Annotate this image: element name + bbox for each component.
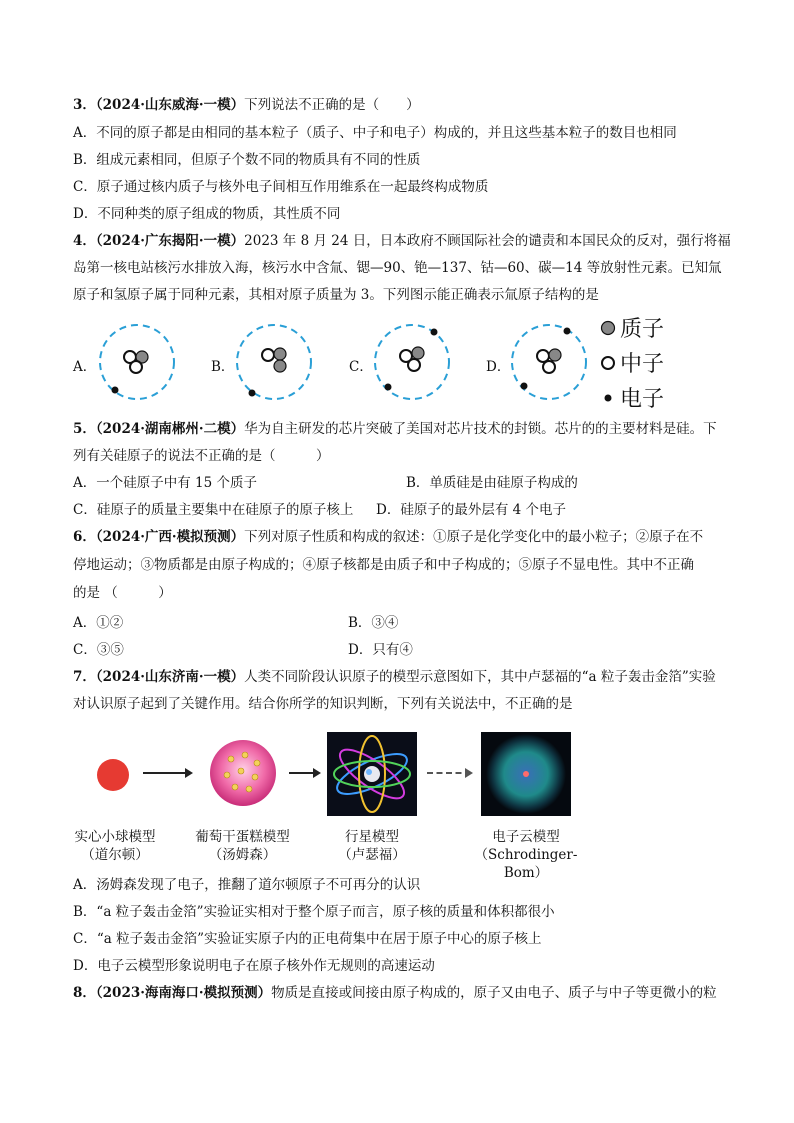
q3-option-b: B．组成元素相同，但原子个数不同的物质具有不同的性质 xyxy=(73,152,421,168)
electron-orbit xyxy=(237,325,311,399)
q4-option-a-label: A． xyxy=(73,359,97,375)
q4-option-c-label: C． xyxy=(349,359,373,375)
electron-symbol xyxy=(600,390,616,406)
q6-option-d: D．只有④ xyxy=(348,642,413,658)
legend-electron xyxy=(600,382,664,413)
electron-cloud-model-image xyxy=(481,732,571,816)
model-name: 实心小球模型 xyxy=(74,829,156,845)
planetary-model-image xyxy=(327,732,417,816)
model-name: 电子云模型 xyxy=(492,829,560,845)
q5-option-d: D．硅原子的最外层有 4 个电子 xyxy=(376,502,566,518)
q5-stem-line1 xyxy=(73,420,717,438)
model-person: （道尔顿） xyxy=(81,847,149,863)
q5-option-b: B．单质硅是由硅原子构成的 xyxy=(406,475,578,491)
q7-option-c: C．“a 粒子轰击金箔”实验证实原子内的正电荷集中在居于原子中心的原子核上 xyxy=(73,931,542,947)
model-name: 行星模型 xyxy=(345,829,399,845)
electron xyxy=(385,384,392,391)
model-name: 葡萄干蛋糕模型 xyxy=(195,829,290,845)
q5-option-c: C．硅原子的质量主要集中在硅原子的原子核上 xyxy=(73,502,354,518)
question-text: 华为自主研发的芯片突破了美国对芯片技术的封锁。芯片的的主要材料是硅。下 xyxy=(244,421,717,437)
electron xyxy=(112,387,119,394)
legend-proton-label: 质子 xyxy=(620,317,665,342)
arrow-icon xyxy=(427,772,471,774)
question-text: 人类不同阶段认识原子的模型示意图如下，其中卢瑟福的“a 粒子轰击金箔”实验 xyxy=(244,669,716,685)
arrow-icon xyxy=(289,772,319,774)
plum-pudding-model-image xyxy=(207,733,279,813)
proton-symbol xyxy=(600,320,616,336)
q6-stem-line1 xyxy=(73,528,703,546)
q6-stem-line2: 停地运动；③物质都是由原子构成的；④原子核都是由质子和中子构成的；⑤原子不显电性。其中不正确 xyxy=(73,557,694,573)
arrow-icon xyxy=(143,772,191,774)
model-person: （汤姆森） xyxy=(208,847,277,863)
question-source: （2024·广西·模拟预测） xyxy=(95,529,245,545)
q4-option-a-atom xyxy=(95,320,179,404)
q4-option-d-label: D． xyxy=(486,359,511,375)
proton xyxy=(274,348,286,360)
electron xyxy=(249,390,256,397)
q3-option-c: C．原子通过核内质子与核外电子间相互作用维系在一起最终构成物质 xyxy=(73,179,489,195)
q6-option-a: A．①② xyxy=(73,615,124,631)
model-caption-schrodinger xyxy=(456,828,596,882)
legend-neutron xyxy=(600,347,664,378)
q8-stem-line1 xyxy=(73,984,717,1002)
atom-legend xyxy=(600,312,720,412)
question-number: 3． xyxy=(73,97,96,113)
proton xyxy=(412,347,424,359)
question-text: 下列说法不正确的是（ ） xyxy=(244,97,420,113)
q6-stem-line3: 的是 （ ） xyxy=(73,585,172,601)
question-source: （2024·山东济南·一模） xyxy=(95,669,245,685)
question-source: （2024·广东揭阳·一模） xyxy=(95,233,245,249)
q7-option-a: A．汤姆森发现了电子，推翻了道尔顿原子不可再分的认识 xyxy=(73,877,421,893)
question-source: （2024·山东威海·一模） xyxy=(95,97,245,113)
question-source: （2023·海南海口·模拟预测） xyxy=(95,985,272,1001)
q4-stem-line3: 原子和氢原子属于同种元素，其相对原子质量为 3。下列图示能正确表示氚原子结构的是 xyxy=(73,287,599,303)
legend-neutron-label: 中子 xyxy=(620,352,665,377)
q3-option-a: A．不同的原子都是由相同的基本粒子（质子、中子和电子）构成的，并且这些基本粒子的数目也相同 xyxy=(73,125,677,141)
electron xyxy=(564,328,571,335)
model-caption-dalton xyxy=(70,828,160,864)
q3-stem xyxy=(73,96,420,114)
model-person: （卢瑟福） xyxy=(338,847,406,863)
legend-proton xyxy=(600,312,664,343)
q4-option-b-atom xyxy=(232,320,316,404)
proton xyxy=(274,360,286,372)
neutron xyxy=(262,349,274,361)
neutron xyxy=(408,359,420,371)
q7-stem-line2: 对认识原子起到了关键作用。结合你所学的知识判断，下列有关说法中，不正确的是 xyxy=(73,696,573,712)
electron xyxy=(521,383,528,390)
q4-option-c-atom xyxy=(370,320,454,404)
q4-option-d-atom xyxy=(507,320,591,404)
q6-option-c: C．③⑤ xyxy=(73,642,124,658)
q3-option-d: D．不同种类的原子组成的物质，其性质不同 xyxy=(73,206,341,222)
q5-stem-line2: 列有关硅原子的说法不正确的是（ ） xyxy=(73,448,330,464)
q5-option-a: A．一个硅原子中有 15 个质子 xyxy=(73,475,258,491)
electron xyxy=(431,329,438,336)
q7-option-d: D．电子云模型形象说明电子在原子核外作无规则的高速运动 xyxy=(73,958,435,974)
model-caption-thomson xyxy=(185,828,300,864)
q7-option-b: B．“a 粒子轰击金箔”实验证实相对于整个原子而言，原子核的质量和体积都很小 xyxy=(73,904,555,920)
legend-electron-label: 电子 xyxy=(620,387,665,412)
question-number: 4． xyxy=(73,233,96,249)
neutron xyxy=(537,350,549,362)
model-person: （Schrodinger-Bom） xyxy=(474,847,578,881)
neutron xyxy=(543,361,555,373)
question-text: 下列对原子性质和构成的叙述：①原子是化学变化中的最小粒子；②原子在不 xyxy=(244,529,704,545)
question-number: 5． xyxy=(73,421,96,437)
q7-stem-line1 xyxy=(73,668,716,686)
neutron-symbol xyxy=(600,355,616,371)
q4-stem-line1 xyxy=(73,232,731,250)
question-text: 2023 年 8 月 24 日，日本政府不顾国际社会的谴责和本国民众的反对，强行将福 xyxy=(244,233,731,249)
question-number: 7． xyxy=(73,669,96,685)
question-number: 6． xyxy=(73,529,96,545)
q4-option-b-label: B． xyxy=(211,359,235,375)
q6-option-b: B．③④ xyxy=(348,615,399,631)
proton xyxy=(549,349,561,361)
question-number: 8． xyxy=(73,985,96,1001)
model-caption-rutherford xyxy=(327,828,417,864)
q4-stem-line2: 岛第一核电站核污水排放入海，核污水中含氚、锶—90、铯—137、钴—60、碳—14 等放射性元素。已知氚 xyxy=(73,260,722,276)
solid-ball-model-image xyxy=(96,758,130,792)
question-source: （2024·湖南郴州·二模） xyxy=(95,421,245,437)
question-text: 物质是直接或间接由原子构成的，原子又由电子、质子与中子等更微小的粒 xyxy=(271,985,717,1001)
neutron xyxy=(130,361,142,373)
